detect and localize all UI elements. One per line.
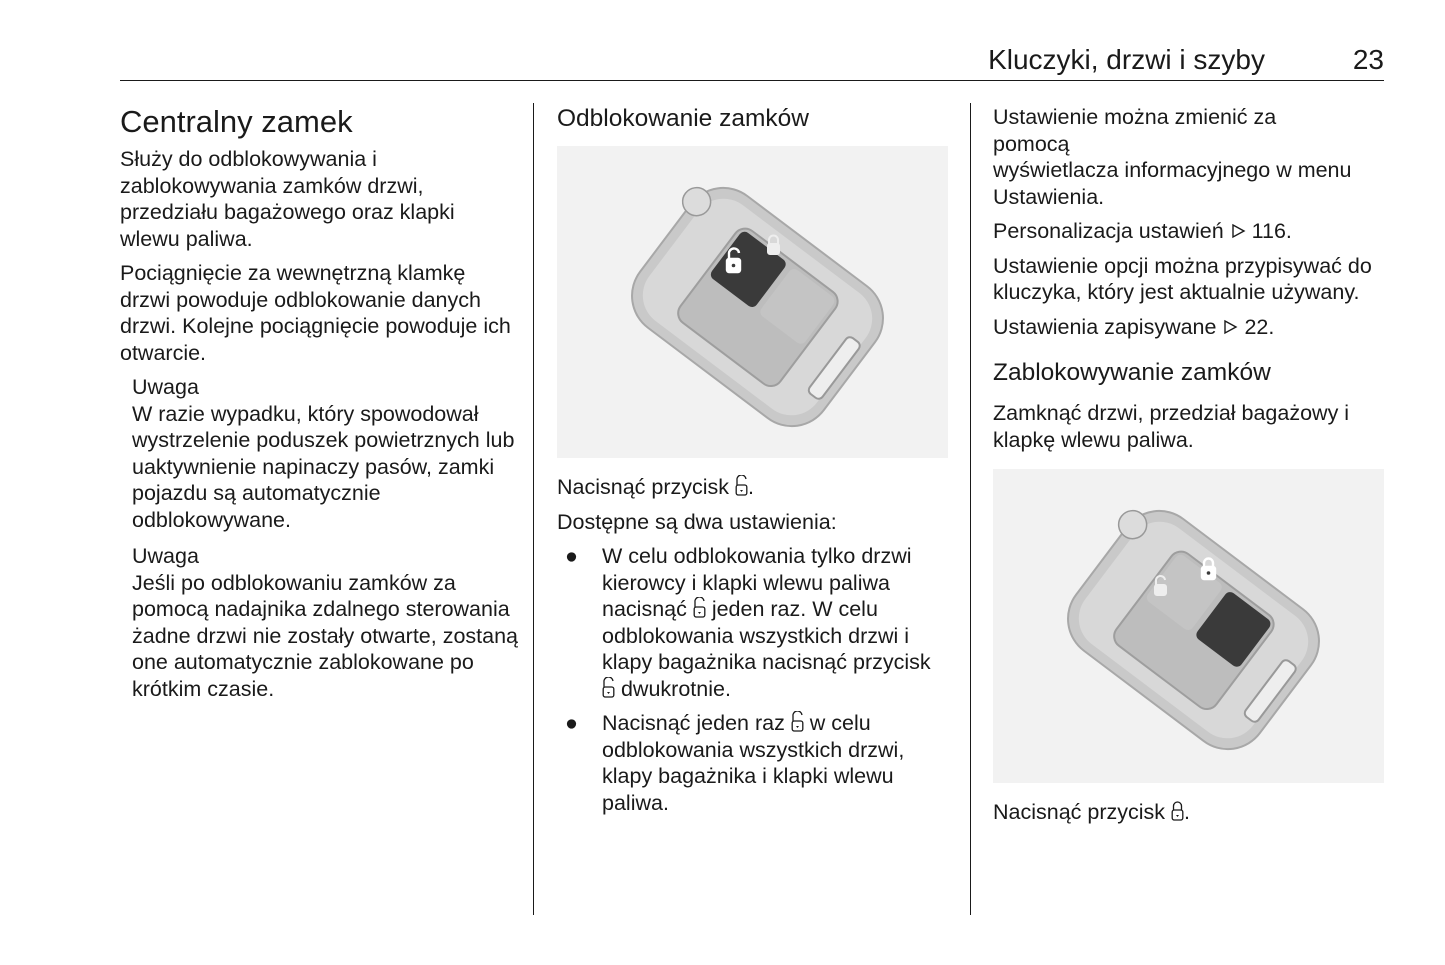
key-assignment-paragraph: Ustawienie opcji można przypisywać do kluczyka, który jest aktualnie używany. <box>993 253 1372 304</box>
unlock-icon <box>602 677 615 699</box>
note-autolock <box>132 543 520 702</box>
bullet: ● <box>565 544 578 568</box>
note-airbag <box>132 374 520 533</box>
column-divider-2 <box>970 103 971 915</box>
column-3 <box>993 104 1385 834</box>
column-2 <box>557 104 949 824</box>
key-fob-lock-figure <box>993 469 1384 783</box>
bullet-text: Nacisnąć jeden raz <box>602 711 791 735</box>
press-text: Nacisnąć przycisk <box>993 800 1172 824</box>
personalization-ref <box>993 218 1385 245</box>
bullet: ● <box>565 711 578 735</box>
settings-intro: Dostępne są dwa ustawienia: <box>557 509 837 534</box>
unlock-icon <box>693 597 706 619</box>
ref-text: Personalizacja ustawień <box>993 219 1230 243</box>
subheading-lock: Zablokowywanie zamków <box>993 359 1271 386</box>
key-fob-unlock-figure <box>557 146 948 458</box>
press-period: . <box>1184 800 1190 824</box>
section-title-central-lock: Centralny zamek <box>120 104 353 139</box>
text-line: pomocą <box>993 131 1070 156</box>
note-label: Uwaga <box>132 544 199 568</box>
unlock-icon <box>735 475 748 497</box>
press-text: Nacisnąć przycisk <box>557 475 736 499</box>
header-rule <box>120 80 1384 81</box>
column-1 <box>120 104 520 712</box>
page-ref: 116. <box>1251 219 1292 243</box>
handle-paragraph: Pociągnięcie za wewnętrzną klamkę drzwi powoduje odblokowanie danych drzwi. Kolejne pociągnięcie powoduje ich otwarcie. <box>120 261 511 365</box>
unlock-icon <box>791 711 804 733</box>
press-period: . <box>748 475 754 499</box>
press-unlock-line <box>557 474 949 501</box>
page-reference-arrow-icon <box>1230 223 1246 239</box>
note-text: Jeśli po odblokowaniu zamków za pomocą nadajnika zdalnego sterowania żadne drzwi nie zostały otwarte, zostaną one automatycznie zablokowane po krótkim czasie. <box>132 570 519 701</box>
bullet-text: W celu odblokowania tylko drzwi kierowcy i klapki wlewu paliwa nacisnąć <box>602 544 912 621</box>
display-paragraph <box>993 104 1385 210</box>
lock-icon <box>1171 800 1184 822</box>
page-number: 23 <box>1352 44 1384 75</box>
ref-text: Ustawienia zapisywane <box>993 314 1223 339</box>
bullet-text: dwukrotnie. <box>615 676 731 701</box>
press-lock-line <box>993 799 1385 826</box>
text-line: Ustawienie można zmienić za <box>993 105 1277 129</box>
saved-settings-ref <box>993 314 1385 341</box>
subheading-unlock: Odblokowanie zamków <box>557 105 809 132</box>
key-fob-illustration <box>993 469 1384 783</box>
key-fob-illustration <box>557 146 948 458</box>
list-item <box>557 543 949 702</box>
intro-paragraph: Służy do odblokowywania i zablokowywania zamków drzwi, przedziału bagażowego oraz klapki wlewu paliwa. <box>120 147 455 251</box>
column-divider-1 <box>533 103 534 915</box>
note-label: Uwaga <box>132 375 199 399</box>
page-reference-arrow-icon <box>1222 319 1238 335</box>
note-text: W razie wypadku, który spowodował wystrzelenie poduszek powietrznych lub uaktywnienie napinaczy pasów, zamki pojazdu są automatycznie odblokowywane. <box>132 401 515 532</box>
bullet-text: w celu odblokowania wszystkich drzwi, klapy bagażnika i klapki wlewu paliwa. <box>602 711 905 815</box>
text-line: wyświetlacza informacyjnego w menu Ustawienia. <box>993 158 1352 209</box>
running-header-title: Kluczyki, drzwi i szyby <box>988 44 1265 75</box>
page-ref: 22. <box>1244 314 1275 339</box>
close-doors-paragraph: Zamknąć drzwi, przedział bagażowy i klapkę wlewu paliwa. <box>993 401 1350 452</box>
settings-list <box>557 543 949 816</box>
list-item <box>557 710 949 816</box>
bullet-text: jeden raz. W celu odblokowania wszystkich drzwi i klapy bagażnika nacisnąć przycisk <box>602 597 931 674</box>
